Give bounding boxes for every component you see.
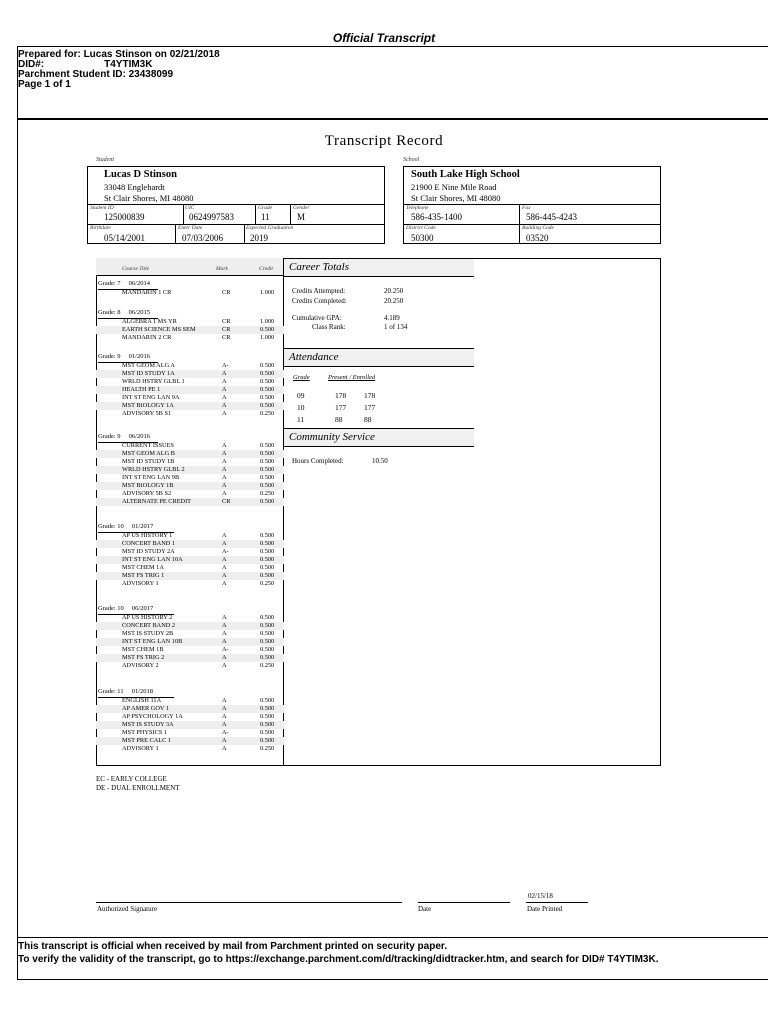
course-credit: 0.500: [260, 572, 275, 579]
attendance-enrolled: 178: [364, 391, 376, 400]
course-title: CURRENT ISSUES: [122, 442, 174, 449]
birthdate-label: Birthdate: [90, 225, 111, 231]
footer: [18, 940, 659, 966]
course-row: [96, 490, 284, 498]
birthdate-value: 05/14/2001: [104, 233, 146, 243]
footer-rule-bottom: [17, 979, 768, 980]
course-row: [96, 697, 284, 705]
course-title: AP AMER GOV 1: [122, 705, 170, 712]
building-code-label: Building Code: [522, 225, 554, 231]
course-mark: A: [222, 721, 227, 728]
uic-value: 0624997583: [189, 212, 234, 222]
student-address2: St Clair Shores, MI 48080: [104, 193, 194, 203]
course-title: MST GEOM ALG B: [122, 450, 175, 457]
course-credit: 1.000: [260, 334, 275, 341]
course-mark: A: [222, 737, 227, 744]
course-row: [96, 654, 284, 662]
course-title: MST PRE CALC 1: [122, 737, 172, 744]
course-credit: 0.500: [260, 614, 275, 621]
course-mark: A: [222, 638, 227, 645]
class-rank-label: Class Rank:: [312, 323, 346, 331]
course-mark: A: [222, 532, 227, 539]
course-row: [96, 548, 284, 556]
course-title: ADVISORY 1: [122, 580, 159, 587]
course-credit: 0.500: [260, 482, 275, 489]
course-mark: A: [222, 394, 227, 401]
course-credit: 0.500: [260, 638, 275, 645]
credits-attempted-value: 20.250: [384, 287, 404, 295]
course-credit: 0.500: [260, 498, 275, 505]
district-code-label: District Code: [406, 225, 436, 231]
course-title: ALTERNATE PE CREDIT: [122, 498, 192, 505]
school-address1: 21900 E Nine Mile Road: [411, 182, 497, 192]
course-credit: 0.500: [260, 622, 275, 629]
community-service-header: Community Service: [284, 428, 474, 447]
course-mark: A-: [222, 729, 229, 736]
attendance-grade: 11: [297, 415, 305, 424]
course-row: [96, 564, 284, 572]
attendance-present: 178: [335, 391, 347, 400]
course-row: [96, 334, 284, 342]
course-row: [96, 458, 284, 466]
course-credit: 0.500: [260, 402, 275, 409]
course-title: MST FS TRIG 2: [122, 654, 165, 661]
school-section-label: School: [403, 157, 420, 163]
course-mark: A: [222, 662, 227, 669]
attendance-header: Attendance: [284, 348, 474, 367]
mark-header: Mark: [216, 266, 228, 272]
course-row: [96, 713, 284, 721]
course-mark: A: [222, 564, 227, 571]
course-row: [96, 378, 284, 386]
top-rule: [17, 46, 768, 47]
course-mark: A: [222, 386, 227, 393]
course-row: [96, 729, 284, 737]
course-row: [96, 289, 284, 297]
date-printed-value: 02/15/18: [528, 892, 553, 900]
student-box: [87, 166, 385, 244]
legend-de: DE - DUAL ENROLLMENT: [96, 784, 180, 792]
course-title: MST ID STUDY 2A: [122, 548, 175, 555]
course-title: EARTH SCIENCE MS SEM: [122, 326, 196, 333]
course-title: MST ID STUDY 1A: [122, 370, 175, 377]
date-line: [418, 902, 510, 903]
course-mark: A-: [222, 646, 229, 653]
course-credit: 0.500: [260, 697, 275, 704]
footer-line1: This transcript is official when received by mail from Parchment printed on security paper.: [18, 941, 448, 952]
course-row: [96, 394, 284, 402]
course-mark: A: [222, 378, 227, 385]
course-title: ALGEBRA 1 MS YR: [122, 318, 177, 325]
enter-date-value: 07/03/2006: [182, 233, 224, 243]
course-credit: 0.500: [260, 378, 275, 385]
course-credit: 0.500: [260, 326, 275, 333]
course-mark: CR: [222, 289, 231, 296]
course-credit: 0.500: [260, 386, 275, 393]
graduation-value: 2019: [250, 233, 268, 243]
course-title: MST CHEM 1B: [122, 646, 164, 653]
course-credit: 0.500: [260, 548, 275, 555]
building-code-value: 03520: [526, 233, 549, 243]
course-mark: A: [222, 697, 227, 704]
course-row: [96, 532, 284, 540]
course-title: MST BIOLOGY 1B: [122, 482, 174, 489]
course-title: CONCERT BAND 1: [122, 540, 176, 547]
attendance-enrolled: 177: [364, 403, 376, 412]
did-value: T4YTIM3K: [104, 59, 153, 70]
course-title-header: Course Title: [122, 266, 150, 272]
course-mark: A: [222, 580, 227, 587]
enter-date-label: Enter Date: [178, 225, 203, 231]
hours-completed-label: Hours Completed:: [292, 457, 344, 465]
credits-completed-label: Credits Completed:: [292, 297, 347, 305]
course-mark: A: [222, 572, 227, 579]
attendance-grade: 10: [297, 403, 305, 412]
student-name: Lucas D Stinson: [104, 169, 177, 180]
course-mark: A: [222, 490, 227, 497]
course-credit: 0.500: [260, 729, 275, 736]
record-title: Transcript Record: [324, 133, 444, 149]
footer-rule-top: [17, 937, 768, 938]
did-label: DID#:: [18, 59, 45, 70]
course-row: [96, 362, 284, 370]
header-rule: [17, 118, 768, 120]
student-id-label: Student ID: [90, 205, 114, 211]
course-row: [96, 622, 284, 630]
credits-completed-value: 20.250: [384, 297, 404, 305]
signature-line: [96, 902, 402, 903]
term-header: Grade: 7 06/2014: [98, 280, 150, 287]
course-row: [96, 556, 284, 564]
legend: [96, 775, 180, 793]
fax-label: Fax: [522, 205, 531, 211]
course-title: CONCERT BAND 2: [122, 622, 176, 629]
course-credit: 0.500: [260, 458, 275, 465]
course-title: HEALTH PE 1: [122, 386, 161, 393]
course-mark: A: [222, 745, 227, 752]
page-number: Page 1 of 1: [18, 79, 71, 90]
course-title: ADVISORY 1: [122, 745, 159, 752]
document-title: Official Transcript: [332, 31, 436, 45]
course-mark: A: [222, 540, 227, 547]
class-rank-value: 1 of 134: [384, 323, 408, 331]
course-row: [96, 630, 284, 638]
course-row: [96, 450, 284, 458]
course-title: MST PHYSICS 1: [122, 729, 168, 736]
course-credit: 0.250: [260, 490, 275, 497]
course-row: [96, 402, 284, 410]
course-row: [96, 662, 284, 670]
gpa-label: Cumulative GPA:: [292, 314, 342, 322]
career-totals-header: Career Totals: [284, 258, 474, 277]
credit-header: Credit: [259, 266, 273, 272]
course-row: [96, 474, 284, 482]
course-credit: 0.500: [260, 540, 275, 547]
course-title: INT ST ENG LAN 10A: [122, 556, 183, 563]
student-section-label: Student: [96, 157, 114, 163]
attendance-present: 88: [335, 415, 343, 424]
course-credit: 0.500: [260, 370, 275, 377]
course-title: WRLD HSTRY GLBL 2: [122, 466, 185, 473]
course-credit: 0.500: [260, 474, 275, 481]
course-mark: A: [222, 410, 227, 417]
district-code-value: 50300: [411, 233, 434, 243]
gender-label: Gender: [293, 205, 310, 211]
course-mark: A: [222, 654, 227, 661]
course-credit: 0.250: [260, 580, 275, 587]
course-title: AP US HISTORY 2: [122, 614, 173, 621]
footer-line2: To verify the validity of the transcript, go to https://exchange.parchment.com/d/tracking/didtracker.htm, and search for DID# T4YTIM3K.: [18, 954, 659, 965]
course-title: ADVISORY 5B S1: [122, 410, 172, 417]
course-row: [96, 646, 284, 654]
term-header: Grade: 10 06/2017: [98, 605, 154, 612]
course-row: [96, 442, 284, 450]
course-mark: A-: [222, 362, 229, 369]
course-title: AP US HISTORY 1: [122, 532, 173, 539]
course-credit: 0.500: [260, 362, 275, 369]
course-credit: 0.500: [260, 532, 275, 539]
course-row: [96, 737, 284, 745]
course-row: [96, 572, 284, 580]
course-mark: A: [222, 442, 227, 449]
course-title: MST CHEM 1A: [122, 564, 164, 571]
course-row: [96, 498, 284, 506]
course-row: [96, 540, 284, 548]
course-row: [96, 410, 284, 418]
course-title: MST IS STUDY 3A: [122, 721, 174, 728]
student-id: 125000839: [104, 212, 145, 222]
school-address2: St Clair Shores, MI 48080: [411, 193, 501, 203]
course-row: [96, 638, 284, 646]
grade-value: 11: [261, 212, 270, 222]
attendance-present-col: Present / Enrolled: [328, 374, 376, 381]
school-name: South Lake High School: [411, 169, 520, 180]
course-credit: 0.500: [260, 466, 275, 473]
course-credit: 0.500: [260, 442, 275, 449]
course-credit: 1.000: [260, 318, 275, 325]
telephone-value: 586-435-1400: [411, 212, 462, 222]
course-title: MST GEOM ALG A: [122, 362, 175, 369]
course-mark: CR: [222, 334, 231, 341]
course-credit: 0.500: [260, 721, 275, 728]
prepared-for: Prepared for: Lucas Stinson on 02/21/2018: [18, 49, 220, 60]
parchment-id: Parchment Student ID: 23438099: [18, 69, 174, 80]
course-title: MST IS STUDY 2B: [122, 630, 174, 637]
course-credit: 0.500: [260, 556, 275, 563]
course-title: INT ST ENG LAN 9B: [122, 474, 180, 481]
course-title: MST ID STUDY 1B: [122, 458, 175, 465]
student-address1: 33048 Englehardt: [104, 182, 165, 192]
prepared-block: [18, 50, 220, 90]
course-credit: 0.500: [260, 737, 275, 744]
course-mark: A: [222, 556, 227, 563]
course-column: [96, 258, 284, 766]
attendance-grade: 09: [297, 391, 305, 400]
course-row: [96, 386, 284, 394]
course-credit: 0.500: [260, 394, 275, 401]
course-title: ADVISORY 5B S2: [122, 490, 172, 497]
term-header: Grade: 11 01/2018: [98, 688, 153, 695]
course-credit: 1.000: [260, 289, 275, 296]
course-title: ADVISORY 2: [122, 662, 159, 669]
course-mark: A: [222, 482, 227, 489]
course-mark: A: [222, 630, 227, 637]
course-title: AP PSYCHOLOGY 1A: [122, 713, 183, 720]
left-border: [17, 46, 18, 980]
course-credit: 0.250: [260, 745, 275, 752]
term-header: Grade: 10 01/2017: [98, 523, 154, 530]
course-mark: A: [222, 614, 227, 621]
credits-attempted-label: Credits Attempted:: [292, 287, 346, 295]
course-credit: 0.500: [260, 630, 275, 637]
term-header: Grade: 9 06/2016: [98, 433, 150, 440]
course-mark: A: [222, 705, 227, 712]
date-printed-label: Date Printed: [527, 905, 563, 913]
school-box: [403, 166, 661, 244]
grade-label: Grade: [258, 205, 273, 211]
term-header: Grade: 9 01/2016: [98, 353, 150, 360]
course-credit: 0.500: [260, 646, 275, 653]
course-mark: A: [222, 713, 227, 720]
attendance-grade-col: Grade: [293, 374, 310, 381]
course-row: [96, 370, 284, 378]
fax-value: 586-445-4243: [526, 212, 577, 222]
attendance-present: 177: [335, 403, 347, 412]
course-row: [96, 318, 284, 326]
course-title: INT ST ENG LAN 10B: [122, 638, 183, 645]
course-row: [96, 326, 284, 334]
course-mark: CR: [222, 318, 231, 325]
course-credit: 0.500: [260, 705, 275, 712]
course-title: MST FS TRIG 1: [122, 572, 165, 579]
course-credit: 0.500: [260, 654, 275, 661]
course-row: [96, 721, 284, 729]
authorized-signature-label: Authorized Signature: [97, 905, 158, 913]
uic-label: UIC: [185, 205, 195, 211]
date-printed-line: [526, 902, 588, 903]
gpa-value: 4.189: [384, 314, 400, 322]
course-mark: CR: [222, 498, 231, 505]
course-row: [96, 705, 284, 713]
course-title: MANDARIN 1 CR: [122, 289, 172, 296]
course-credit: 0.250: [260, 410, 275, 417]
course-mark: A: [222, 622, 227, 629]
course-title: MANDARIN 2 CR: [122, 334, 172, 341]
course-mark: A: [222, 474, 227, 481]
course-mark: A: [222, 450, 227, 457]
date-label: Date: [418, 905, 432, 913]
course-credit: 0.250: [260, 662, 275, 669]
course-title: MST BIOLOGY 1A: [122, 402, 174, 409]
course-mark: A: [222, 402, 227, 409]
hours-completed-value: 10.50: [372, 457, 388, 465]
course-credit: 0.500: [260, 713, 275, 720]
course-row: [96, 466, 284, 474]
graduation-label: Expected Graduation: [246, 225, 294, 231]
course-title: WRLD HSTRY GLBL 1: [122, 378, 185, 385]
course-mark: CR: [222, 326, 231, 333]
course-credit: 0.500: [260, 564, 275, 571]
course-row: [96, 614, 284, 622]
course-mark: A: [222, 370, 227, 377]
course-row: [96, 745, 284, 753]
course-title: INT ST ENG LAN 9A: [122, 394, 180, 401]
course-row: [96, 580, 284, 588]
gender-value: M: [297, 212, 306, 222]
course-mark: A: [222, 466, 227, 473]
course-row: [96, 482, 284, 490]
telephone-label: Telephone: [406, 205, 429, 211]
course-mark: A-: [222, 548, 229, 555]
course-title: ENGLISH 11A: [122, 697, 162, 704]
term-header: Grade: 8 06/2015: [98, 309, 150, 316]
attendance-enrolled: 88: [364, 415, 372, 424]
legend-ec: EC - EARLY COLLEGE: [96, 775, 167, 783]
course-credit: 0.500: [260, 450, 275, 457]
course-mark: A: [222, 458, 227, 465]
